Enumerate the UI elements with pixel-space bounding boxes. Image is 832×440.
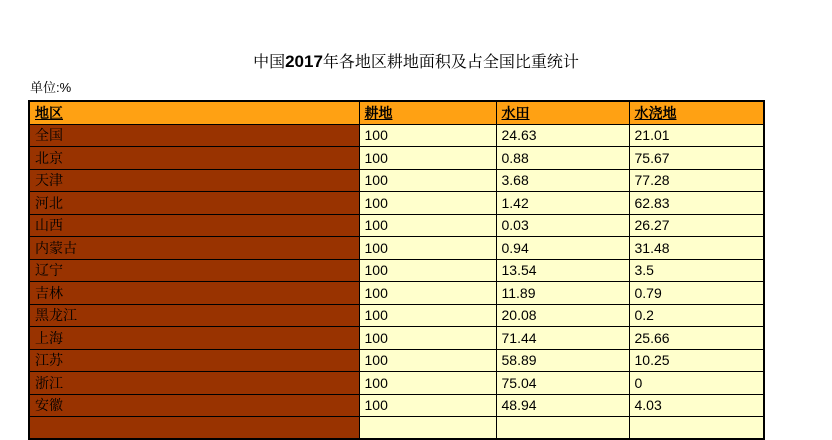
cultivated-cell: 100: [359, 192, 496, 215]
region-cell: [29, 417, 359, 440]
paddy-cell: 0.94: [496, 237, 629, 260]
paddy-cell: 1.42: [496, 192, 629, 215]
unit-label: 单位:%: [30, 80, 72, 95]
region-cell: 上海: [29, 327, 359, 350]
cultivated-cell: 100: [359, 124, 496, 147]
irrigated-cell: 0: [629, 372, 764, 395]
table-body: [29, 124, 764, 439]
table-row: [29, 394, 764, 417]
table-row: [29, 372, 764, 395]
cultivated-cell: 100: [359, 304, 496, 327]
irrigated-cell: 4.03: [629, 394, 764, 417]
table-row: [29, 147, 764, 170]
title-prefix: 中国: [253, 54, 286, 71]
region-cell: 全国: [29, 124, 359, 147]
table-row: [29, 349, 764, 372]
paddy-cell: 20.08: [496, 304, 629, 327]
paddy-cell: 11.89: [496, 282, 629, 305]
irrigated-cell: 25.66: [629, 327, 764, 350]
column-header-cultivated: 耕地: [359, 101, 496, 124]
paddy-cell: 71.44: [496, 327, 629, 350]
irrigated-cell: 62.83: [629, 192, 764, 215]
paddy-cell: 24.63: [496, 124, 629, 147]
cultivated-cell: 100: [359, 394, 496, 417]
cultivated-cell: [359, 417, 496, 440]
cultivated-cell: 100: [359, 349, 496, 372]
table-row-partial: [29, 417, 764, 440]
irrigated-cell: 0.79: [629, 282, 764, 305]
column-header-region: 地区: [29, 101, 359, 124]
irrigated-cell: 26.27: [629, 214, 764, 237]
column-header-irrigated: 水浇地: [629, 101, 764, 124]
region-cell: 辽宁: [29, 259, 359, 282]
paddy-cell: 3.68: [496, 169, 629, 192]
paddy-cell: 58.89: [496, 349, 629, 372]
region-cell: 内蒙古: [29, 237, 359, 260]
paddy-cell: 48.94: [496, 394, 629, 417]
paddy-cell: [496, 417, 629, 440]
cultivated-cell: 100: [359, 237, 496, 260]
irrigated-cell: 75.67: [629, 147, 764, 170]
regions-table: [28, 100, 765, 440]
irrigated-cell: 0.2: [629, 304, 764, 327]
region-cell: 黑龙江: [29, 304, 359, 327]
cultivated-cell: 100: [359, 259, 496, 282]
region-cell: 安徽: [29, 394, 359, 417]
table-row: [29, 282, 764, 305]
table-row: [29, 259, 764, 282]
region-cell: 吉林: [29, 282, 359, 305]
irrigated-cell: 3.5: [629, 259, 764, 282]
cultivated-cell: 100: [359, 214, 496, 237]
region-cell: 浙江: [29, 372, 359, 395]
irrigated-cell: 77.28: [629, 169, 764, 192]
paddy-cell: 13.54: [496, 259, 629, 282]
column-header-paddy: 水田: [496, 101, 629, 124]
table-row: [29, 327, 764, 350]
cultivated-cell: 100: [359, 282, 496, 305]
irrigated-cell: 10.25: [629, 349, 764, 372]
title-suffix: 年各地区耕地面积及占全国比重统计: [322, 54, 579, 71]
table-row: [29, 214, 764, 237]
region-cell: 天津: [29, 169, 359, 192]
irrigated-cell: 21.01: [629, 124, 764, 147]
paddy-cell: 0.88: [496, 147, 629, 170]
table-row: [29, 192, 764, 215]
irrigated-cell: 31.48: [629, 237, 764, 260]
page-title: [0, 51, 832, 74]
paddy-cell: 75.04: [496, 372, 629, 395]
region-cell: 河北: [29, 192, 359, 215]
table-row: [29, 237, 764, 260]
cultivated-cell: 100: [359, 372, 496, 395]
paddy-cell: 0.03: [496, 214, 629, 237]
header-row: [29, 101, 764, 124]
title-year: 2017: [285, 52, 323, 71]
table-row: [29, 304, 764, 327]
cultivated-cell: 100: [359, 327, 496, 350]
region-cell: 北京: [29, 147, 359, 170]
region-cell: 山西: [29, 214, 359, 237]
region-cell: 江苏: [29, 349, 359, 372]
irrigated-cell: [629, 417, 764, 440]
table-row: [29, 169, 764, 192]
table-row: [29, 124, 764, 147]
cultivated-cell: 100: [359, 169, 496, 192]
cultivated-cell: 100: [359, 147, 496, 170]
